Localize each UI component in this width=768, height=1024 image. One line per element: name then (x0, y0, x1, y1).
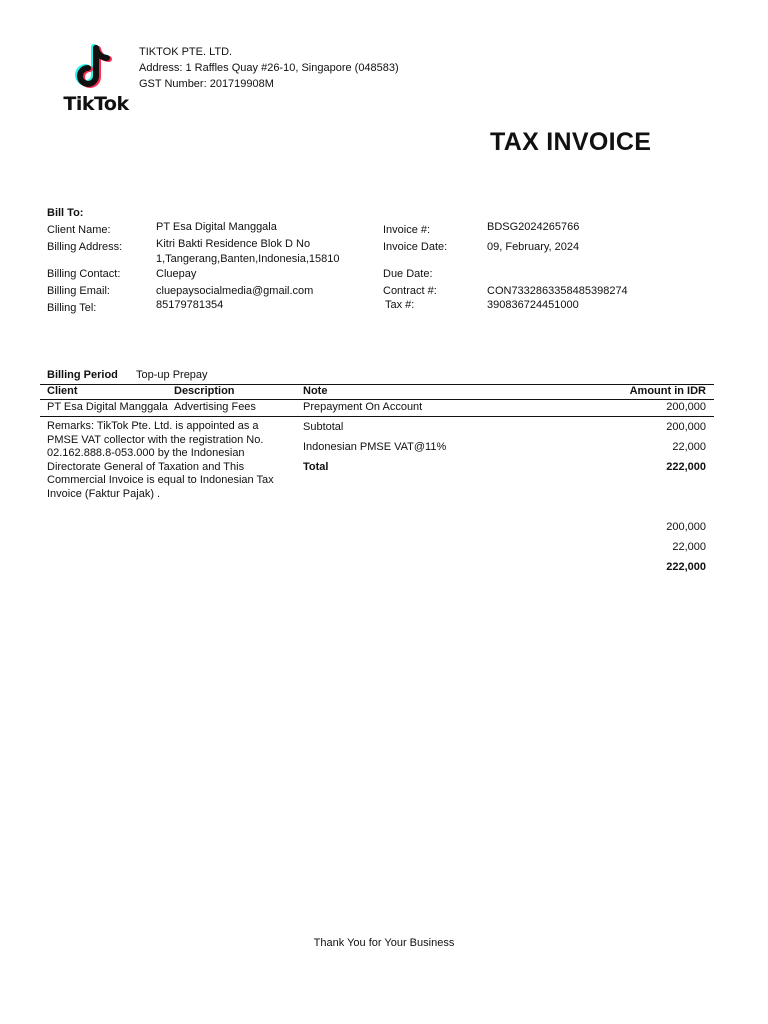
company-gst: GST Number: 201719908M (139, 78, 274, 90)
header-client: Client (47, 385, 78, 397)
page-title: TAX INVOICE (490, 128, 652, 156)
company-address: Address: 1 Raffles Quay #26-10, Singapore (048583) (139, 62, 399, 74)
tax-value: 390836724451000 (487, 299, 579, 311)
billing-contact-label: Billing Contact: (47, 268, 121, 280)
header-description: Description (174, 385, 235, 397)
contract-label: Contract #: (383, 285, 437, 297)
tax-label: Tax #: (385, 299, 415, 311)
header-note: Note (303, 385, 328, 397)
contract-value: CON7332863358485398274 (487, 285, 628, 297)
repeat-vat-value: 22,000 (672, 541, 706, 553)
footer-thanks: Thank You for Your Business (313, 937, 455, 949)
billing-period-value: Top-up Prepay (136, 369, 208, 381)
invoice-date-label: Invoice Date: (383, 241, 448, 253)
invoice-number-value: BDSG2024265766 (487, 221, 580, 233)
invoice-number-label: Invoice #: (383, 224, 431, 236)
row-description: Advertising Fees (174, 401, 256, 413)
billing-email-value: cluepaysocialmedia@gmail.com (156, 285, 314, 297)
table-header-rule (40, 399, 714, 400)
client-name-value: PT Esa Digital Manggala (156, 221, 277, 233)
billing-period-label: Billing Period (47, 369, 118, 381)
logo-wordmark: TikTok (63, 93, 129, 115)
bill-to-heading: Bill To: (47, 207, 84, 219)
subtotal-label: Subtotal (303, 421, 344, 433)
billing-address-line1: Kitri Bakti Residence Blok D No (156, 238, 311, 250)
billing-tel-value: 85179781354 (156, 299, 224, 311)
billing-address-line2: 1,Tangerang,Banten,Indonesia,15810 (156, 253, 340, 265)
subtotal-value: 200,000 (666, 421, 706, 433)
row-amount: 200,000 (666, 401, 706, 413)
billing-email-label: Billing Email: (47, 285, 110, 297)
due-date-label: Due Date: (383, 268, 433, 280)
total-value: 222,000 (666, 461, 706, 473)
invoice-date-value: 09, February, 2024 (487, 241, 580, 253)
repeat-total-value: 222,000 (666, 561, 706, 573)
tiktok-logo (58, 43, 134, 115)
vat-value: 22,000 (672, 441, 706, 453)
tiktok-note-icon (74, 43, 118, 93)
client-name-label: Client Name: (47, 224, 111, 236)
table-row-rule (40, 416, 714, 417)
vat-label: Indonesian PMSE VAT@11% (303, 441, 447, 453)
repeat-subtotal-value: 200,000 (666, 521, 706, 533)
billing-contact-value: Cluepay (156, 268, 197, 280)
row-note: Prepayment On Account (303, 401, 423, 413)
remarks-text: Remarks: TikTok Pte. Ltd. is appointed as a PMSE VAT collector with the registration No. 02.162.888.8-053.000 by the Indonesian Directorate General of Taxation and This Commercial Invoice is equal to Indonesian Tax Invoice (Faktur Pajak) . (47, 420, 274, 500)
company-info (139, 44, 399, 92)
row-client: PT Esa Digital Manggala (47, 401, 168, 413)
billing-tel-label: Billing Tel: (47, 302, 97, 314)
total-label: Total (303, 461, 329, 473)
header-amount: Amount in IDR (629, 385, 706, 397)
billing-address-label: Billing Address: (47, 241, 123, 253)
company-name: TIKTOK PTE. LTD. (139, 46, 233, 58)
